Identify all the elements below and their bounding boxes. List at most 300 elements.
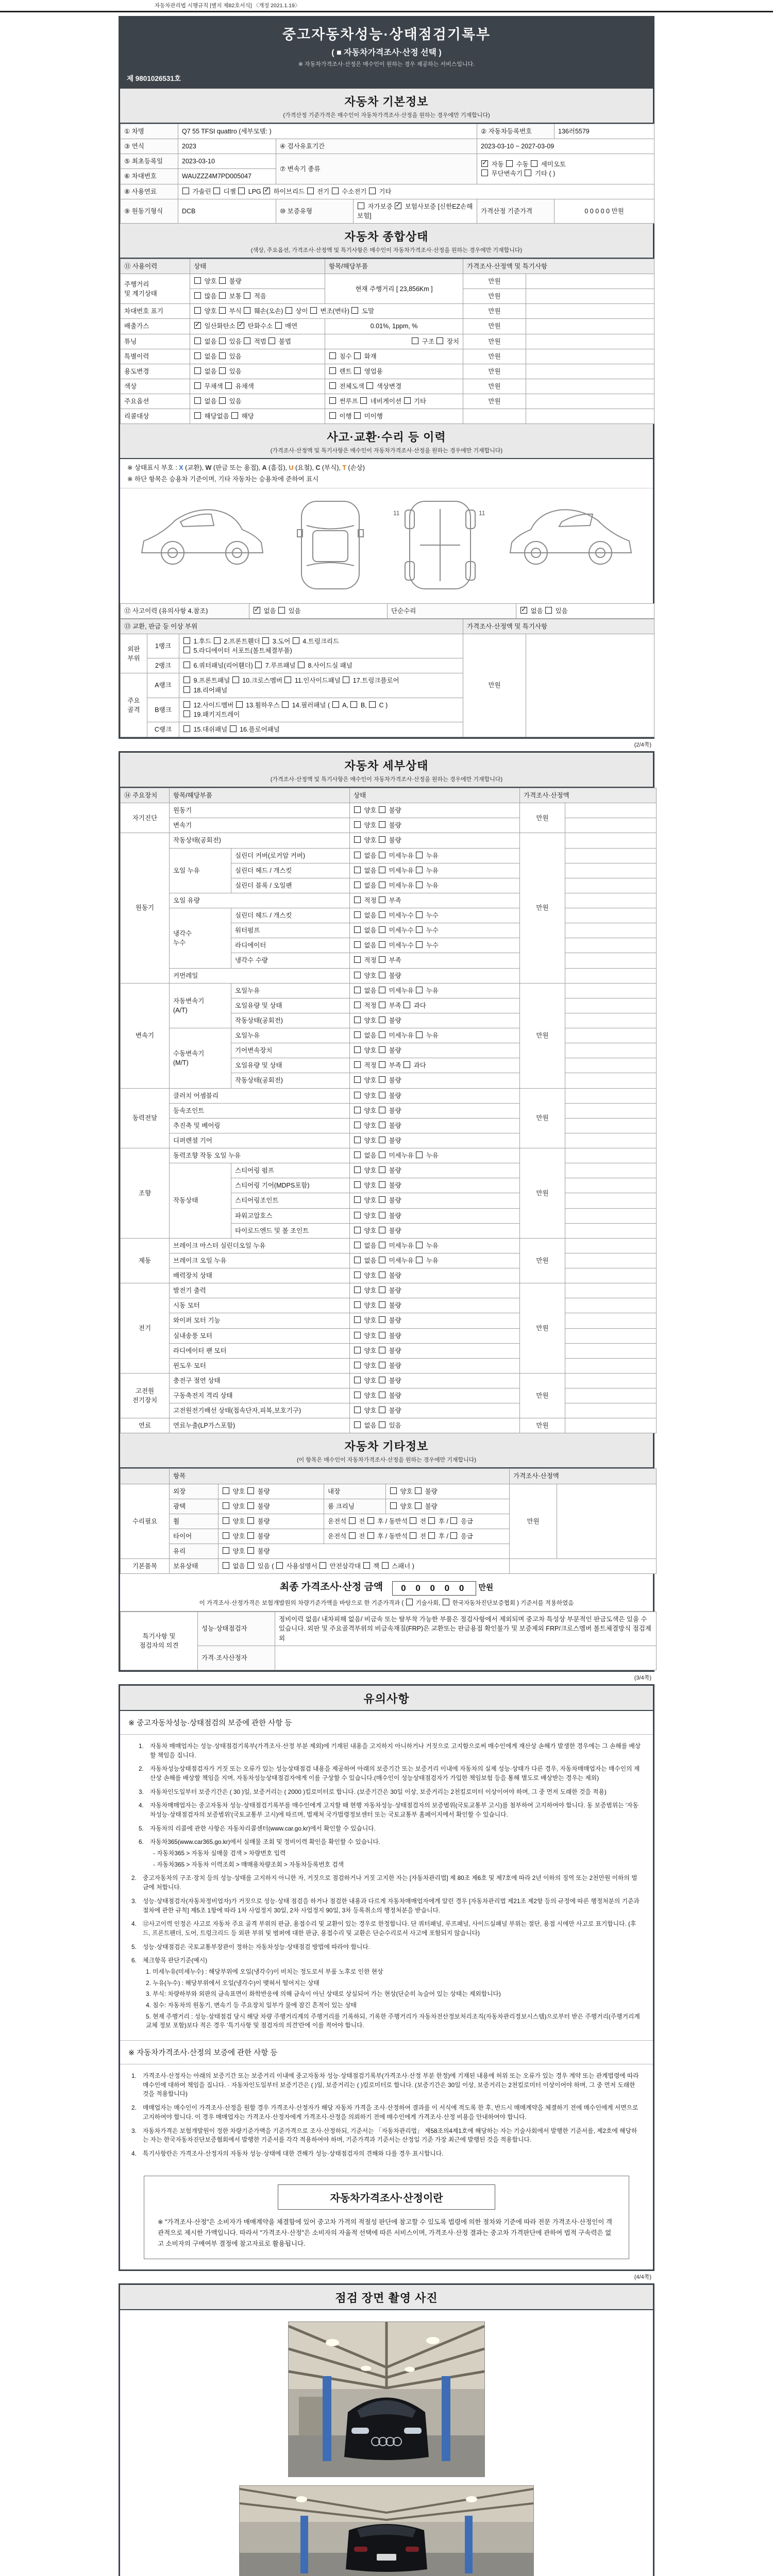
- checkbox-unchecked[interactable]: [379, 852, 385, 858]
- cell[interactable]: 양호 불량: [350, 1298, 520, 1313]
- checkbox-unchecked[interactable]: [379, 987, 385, 993]
- checkbox-unchecked[interactable]: [379, 972, 385, 978]
- checkbox-unchecked[interactable]: [354, 852, 361, 858]
- checkbox-unchecked[interactable]: [247, 1547, 254, 1554]
- checkbox-unchecked[interactable]: [275, 322, 282, 329]
- cell[interactable]: 양호 불량: [350, 803, 520, 818]
- checkbox-unchecked[interactable]: [354, 1031, 361, 1038]
- cell[interactable]: 적정 부족 과다: [350, 1058, 520, 1073]
- checkbox-unchecked[interactable]: [379, 1316, 385, 1323]
- cell[interactable]: 이행 미이행: [325, 409, 463, 424]
- checkbox-unchecked[interactable]: [354, 1377, 361, 1383]
- checkbox-unchecked[interactable]: [379, 941, 385, 948]
- cell[interactable]: 양호 불량: [350, 1373, 520, 1388]
- cell[interactable]: 양호 불량: [219, 1484, 324, 1499]
- checkbox-unchecked[interactable]: [379, 882, 385, 888]
- checkbox-unchecked[interactable]: [379, 1301, 385, 1308]
- checkbox-unchecked[interactable]: [354, 1166, 361, 1173]
- cell[interactable]: ✓ 없음 있음: [516, 603, 654, 618]
- cell[interactable]: 없음 있음 ( 사용설명서 안전삼각대 잭 스패너 ): [219, 1559, 510, 1574]
- cell[interactable]: 양호 불량: [190, 274, 325, 289]
- checkbox-unchecked[interactable]: [379, 1016, 385, 1023]
- cell[interactable]: 없음 미세누유 누유: [350, 1253, 520, 1268]
- inspection-photo-rear: [239, 2485, 534, 2576]
- checkbox-unchecked[interactable]: [382, 1562, 389, 1569]
- cell[interactable]: 없음 있음: [190, 394, 325, 409]
- cell[interactable]: 해당없음 해당: [190, 409, 325, 424]
- cell[interactable]: 양호 불량: [350, 1388, 520, 1403]
- checkbox-unchecked[interactable]: [379, 1212, 385, 1218]
- checkbox-unchecked[interactable]: [436, 337, 443, 344]
- checkbox-unchecked[interactable]: [182, 188, 189, 194]
- checkbox-unchecked[interactable]: [223, 1532, 229, 1539]
- checkbox-unchecked[interactable]: [354, 1227, 361, 1233]
- cell: 변속기: [121, 983, 170, 1088]
- checkbox-unchecked[interactable]: [379, 1122, 385, 1128]
- checkbox-unchecked[interactable]: [284, 676, 291, 683]
- checkbox-unchecked[interactable]: [213, 188, 220, 194]
- cell: 오일유량 및 상태: [231, 1058, 350, 1073]
- cell[interactable]: 운전석 전 후 / 동반석 전 후 / 응급: [324, 1529, 510, 1544]
- checkbox-unchecked[interactable]: [379, 806, 385, 813]
- checkbox-unchecked[interactable]: [506, 160, 513, 167]
- checkbox-unchecked[interactable]: [351, 307, 358, 314]
- checkbox-checked[interactable]: [481, 160, 488, 167]
- notice-item: 3. 성능·상태점검자(자동차정비업자)가 거짓으로 성능·상태 점검을 하거나 점검한 내용과 다르게 자동차매매업자에게 알린 경우 [자동차관리법 제21조 제2항 등의 규정에 따른 행정처분의 기준과 절차에 관한 규칙] 제5조 1항에 따라 1차 사업정지 30일, 2차 사업정지 90일, 3차 등록취소의 행정처분을 받습니다.: [131, 1897, 640, 1914]
- cell[interactable]: 양호 불량: [350, 818, 520, 833]
- checkbox-unchecked[interactable]: [230, 725, 237, 732]
- checkbox-unchecked[interactable]: [329, 397, 336, 404]
- checkbox-unchecked[interactable]: [354, 882, 361, 888]
- checkbox-unchecked[interactable]: [354, 821, 361, 828]
- cell[interactable]: 없음 있음 적법 불법: [190, 334, 325, 349]
- checkbox-unchecked[interactable]: [354, 1061, 361, 1068]
- checkbox-unchecked[interactable]: [443, 1599, 449, 1605]
- checkbox-unchecked[interactable]: [379, 1151, 385, 1158]
- checkbox-unchecked[interactable]: [416, 867, 423, 873]
- cell[interactable]: 썬루프 네비게이션 기타: [325, 394, 463, 409]
- cell[interactable]: 양호 불량: [350, 1223, 520, 1238]
- cell[interactable]: 양호 불량: [219, 1544, 510, 1559]
- checkbox-unchecked[interactable]: [354, 1242, 361, 1248]
- cell[interactable]: 없음 미세누수 누수: [350, 908, 520, 923]
- checkbox-unchecked[interactable]: [354, 956, 361, 963]
- checkbox-unchecked[interactable]: [354, 1272, 361, 1278]
- checkbox-unchecked[interactable]: [349, 1532, 356, 1539]
- checkbox-unchecked[interactable]: [354, 941, 361, 948]
- checkbox-unchecked[interactable]: [404, 397, 411, 404]
- checkbox-unchecked[interactable]: [247, 1562, 254, 1569]
- checkbox-unchecked[interactable]: [416, 1031, 423, 1038]
- checkbox-unchecked[interactable]: [354, 1107, 361, 1113]
- cell[interactable]: 없음 미세누수 누수: [350, 923, 520, 938]
- checkbox-unchecked[interactable]: [183, 676, 190, 683]
- cell[interactable]: 적정 부족: [350, 953, 520, 968]
- cell[interactable]: 없음 미세누유 누유: [350, 1238, 520, 1253]
- cell[interactable]: 없음 미세누유 누유: [350, 863, 520, 878]
- checkbox-unchecked[interactable]: [416, 926, 423, 933]
- checkbox-unchecked[interactable]: [354, 1406, 361, 1413]
- cell[interactable]: 침수 화재: [325, 349, 463, 364]
- checkbox-unchecked[interactable]: [354, 836, 361, 843]
- checkbox-unchecked[interactable]: [379, 1392, 385, 1398]
- checkbox-unchecked[interactable]: [367, 1517, 374, 1524]
- checkbox-unchecked[interactable]: [379, 896, 385, 903]
- checkbox-unchecked[interactable]: [416, 1151, 423, 1158]
- cell: [565, 1418, 657, 1433]
- checkbox-unchecked[interactable]: [354, 1421, 361, 1428]
- cell[interactable]: 1.후드 2.프론트휀더 3.도어 4.트렁크리드 5.라디에이터 서포트(볼트체결부품): [179, 634, 463, 658]
- checkbox-unchecked[interactable]: [379, 1031, 385, 1038]
- cell[interactable]: 가솔린 디젤 LPG ✓ 하이브리드 전기 수소전기 기타: [178, 184, 654, 199]
- cell[interactable]: 양호 불량: [350, 1313, 520, 1328]
- checkbox-unchecked[interactable]: [360, 397, 367, 404]
- checkbox-unchecked[interactable]: [183, 662, 190, 668]
- checkbox-unchecked[interactable]: [525, 170, 531, 176]
- cell[interactable]: 양호 불량: [350, 1193, 520, 1208]
- checkbox-unchecked[interactable]: [219, 292, 226, 299]
- checkbox-unchecked[interactable]: [450, 1517, 457, 1524]
- checkbox-unchecked[interactable]: [379, 956, 385, 963]
- cell[interactable]: 없음 미세누유 누유: [350, 1028, 520, 1043]
- checkbox-unchecked[interactable]: [262, 637, 269, 644]
- checkbox-unchecked[interactable]: [255, 662, 262, 668]
- checkbox-unchecked[interactable]: [354, 1076, 361, 1083]
- checkbox-unchecked[interactable]: [379, 836, 385, 843]
- checkbox-unchecked[interactable]: [276, 1562, 283, 1569]
- checkbox-unchecked[interactable]: [416, 941, 423, 948]
- checkbox-unchecked[interactable]: [416, 882, 423, 888]
- cell[interactable]: 양호 불량: [350, 1073, 520, 1088]
- checkbox-unchecked[interactable]: [298, 662, 305, 668]
- checkbox-unchecked[interactable]: [545, 607, 552, 614]
- checkbox-unchecked[interactable]: [223, 1547, 229, 1554]
- cell: 용도변경: [121, 364, 190, 379]
- checkbox-unchecked[interactable]: [244, 292, 250, 299]
- checkbox-unchecked[interactable]: [416, 1242, 423, 1248]
- checkbox-unchecked[interactable]: [183, 710, 190, 717]
- cell[interactable]: 양호 불량: [350, 1268, 520, 1283]
- checkbox-unchecked[interactable]: [416, 1257, 423, 1263]
- checkbox-checked[interactable]: [395, 202, 401, 209]
- cell[interactable]: 자가보증 ✓ 보험사보증 [신한EZ손해보험]: [354, 199, 477, 223]
- cell[interactable]: 양호 불량: [219, 1514, 324, 1529]
- cell[interactable]: 많음 보통 적음: [190, 289, 325, 304]
- cell[interactable]: 양호 불량: [386, 1484, 510, 1499]
- cell[interactable]: 양호 불량: [350, 1358, 520, 1373]
- checkbox-unchecked[interactable]: [354, 911, 361, 918]
- checkbox-unchecked[interactable]: [194, 382, 201, 389]
- checkbox-unchecked[interactable]: [379, 1046, 385, 1053]
- checkbox-unchecked[interactable]: [379, 1332, 385, 1338]
- checkbox-unchecked[interactable]: [428, 1532, 435, 1539]
- checkbox-unchecked[interactable]: [219, 367, 226, 374]
- checkbox-unchecked[interactable]: [379, 1002, 385, 1008]
- checkbox-unchecked[interactable]: [231, 412, 238, 419]
- checkbox-unchecked[interactable]: [415, 1487, 422, 1494]
- checkbox-checked[interactable]: [520, 607, 527, 614]
- checkbox-unchecked[interactable]: [379, 867, 385, 873]
- checkbox-unchecked[interactable]: [354, 1137, 361, 1143]
- checkbox-unchecked[interactable]: [379, 1061, 385, 1068]
- checkbox-unchecked[interactable]: [354, 972, 361, 978]
- checkbox-unchecked[interactable]: [349, 1517, 356, 1524]
- checkbox-unchecked[interactable]: [354, 1092, 361, 1098]
- checkbox-unchecked[interactable]: [410, 1532, 416, 1539]
- cell[interactable]: 무채색 유채색: [190, 379, 325, 394]
- checkbox-unchecked[interactable]: [219, 307, 226, 314]
- cell[interactable]: 9.프론트패널 10.크로스멤버 11.인사이드패널 17.트렁크플로어 18.리어패널: [179, 673, 463, 698]
- checkbox-unchecked[interactable]: [183, 725, 190, 732]
- checkbox-unchecked[interactable]: [354, 1046, 361, 1053]
- checkbox-unchecked[interactable]: [354, 1002, 361, 1008]
- checkbox-unchecked[interactable]: [369, 188, 376, 194]
- cell: 휠: [170, 1514, 219, 1529]
- checkbox-unchecked[interactable]: [183, 637, 190, 644]
- checkbox-unchecked[interactable]: [310, 307, 317, 314]
- checkbox-unchecked[interactable]: [366, 382, 373, 389]
- cell[interactable]: 양호 불량: [350, 1403, 520, 1418]
- checkbox-unchecked[interactable]: [194, 412, 201, 419]
- table-row: [121, 1268, 657, 1283]
- checkbox-unchecked[interactable]: [354, 1212, 361, 1218]
- cell[interactable]: 없음 미세누유 누유: [350, 983, 520, 998]
- cell[interactable]: 양호 불량: [350, 1088, 520, 1103]
- checkbox-unchecked[interactable]: [194, 397, 201, 404]
- checkbox-unchecked[interactable]: [219, 397, 226, 404]
- checkbox-unchecked[interactable]: [223, 1517, 229, 1524]
- cell[interactable]: 양호 불량: [350, 1328, 520, 1343]
- checkbox-unchecked[interactable]: [350, 701, 357, 708]
- checkbox-unchecked[interactable]: [404, 1061, 410, 1068]
- checkbox-unchecked[interactable]: [379, 911, 385, 918]
- cell[interactable]: 없음 미세누유 누유: [350, 1148, 520, 1163]
- checkbox-unchecked[interactable]: [379, 1272, 385, 1278]
- checkbox-unchecked[interactable]: [236, 701, 243, 708]
- checkbox-unchecked[interactable]: [379, 1286, 385, 1293]
- cell[interactable]: 적정 부족 과다: [350, 998, 520, 1013]
- checkbox-unchecked[interactable]: [219, 352, 226, 359]
- checkbox-checked[interactable]: [194, 322, 201, 329]
- cell: 만원: [463, 379, 526, 394]
- cell[interactable]: 양호 불량: [350, 1178, 520, 1193]
- checkbox-checked[interactable]: [254, 607, 260, 614]
- checkbox-unchecked[interactable]: [354, 367, 361, 374]
- checkbox-unchecked[interactable]: [412, 337, 418, 344]
- cell[interactable]: 양호 불량: [350, 1208, 520, 1223]
- checkbox-unchecked[interactable]: [329, 382, 336, 389]
- checkbox-unchecked[interactable]: [354, 806, 361, 813]
- checkbox-unchecked[interactable]: [410, 1517, 416, 1524]
- checkbox-unchecked[interactable]: [194, 337, 201, 344]
- checkbox-unchecked[interactable]: [183, 701, 190, 708]
- checkbox-unchecked[interactable]: [379, 1242, 385, 1248]
- cell[interactable]: 렌트 영업용: [325, 364, 463, 379]
- checkbox-unchecked[interactable]: [379, 926, 385, 933]
- checkbox-unchecked[interactable]: [379, 1166, 385, 1173]
- checkbox-unchecked[interactable]: [354, 867, 361, 873]
- checkbox-unchecked[interactable]: [285, 307, 292, 314]
- checkbox-unchecked[interactable]: [354, 1257, 361, 1263]
- cell[interactable]: 구조 장치: [325, 334, 463, 349]
- checkbox-unchecked[interactable]: [244, 307, 250, 314]
- checkbox-unchecked[interactable]: [329, 352, 336, 359]
- checkbox-unchecked[interactable]: [363, 1562, 370, 1569]
- checkbox-unchecked[interactable]: [247, 1532, 254, 1539]
- checkbox-unchecked[interactable]: [194, 352, 201, 359]
- checkbox-unchecked[interactable]: [329, 412, 336, 419]
- cell[interactable]: 적정 부족: [350, 893, 520, 908]
- checkbox-unchecked[interactable]: [219, 277, 226, 284]
- checkbox-unchecked[interactable]: [379, 1257, 385, 1263]
- cell[interactable]: 양호 불량: [219, 1529, 324, 1544]
- checkbox-unchecked[interactable]: [354, 987, 361, 993]
- checkbox-unchecked[interactable]: [415, 1502, 422, 1509]
- checkbox-unchecked[interactable]: [354, 1196, 361, 1203]
- checkbox-unchecked[interactable]: [219, 337, 226, 344]
- cell[interactable]: 운전석 전 후 / 동반석 전 후 / 응급: [324, 1514, 510, 1529]
- checkbox-unchecked[interactable]: [354, 1301, 361, 1308]
- cell[interactable]: 15.대쉬패널 16.플로어패널: [179, 722, 463, 737]
- cell[interactable]: ✓ 없음 있음: [249, 603, 388, 618]
- checkbox-unchecked[interactable]: [354, 1347, 361, 1353]
- checkbox-unchecked[interactable]: [354, 1362, 361, 1368]
- cell[interactable]: ✓ 일산화탄소 ✓ 탄화수소 매연: [190, 319, 325, 334]
- checkbox-unchecked[interactable]: [354, 1181, 361, 1188]
- cell[interactable]: 양호 불량: [350, 1013, 520, 1028]
- checkbox-unchecked[interactable]: [223, 1487, 229, 1494]
- cell[interactable]: 없음 있음: [190, 364, 325, 379]
- checkbox-unchecked[interactable]: [531, 160, 537, 167]
- checkbox-unchecked[interactable]: [406, 1599, 413, 1605]
- checkbox-unchecked[interactable]: [379, 1137, 385, 1143]
- checkbox-unchecked[interactable]: [416, 987, 423, 993]
- checkbox-unchecked[interactable]: [238, 188, 245, 194]
- checkbox-unchecked[interactable]: [247, 1502, 254, 1509]
- checkbox-unchecked[interactable]: [379, 1421, 385, 1428]
- checkbox-unchecked[interactable]: [354, 1122, 361, 1128]
- checkbox-unchecked[interactable]: [379, 1377, 385, 1383]
- checkbox-unchecked[interactable]: [369, 701, 376, 708]
- cell[interactable]: 양호 불량: [350, 1118, 520, 1133]
- checkbox-unchecked[interactable]: [354, 1286, 361, 1293]
- cell[interactable]: 양호 불량: [350, 968, 520, 983]
- checkbox-unchecked[interactable]: [194, 307, 201, 314]
- checkbox-unchecked[interactable]: [416, 911, 423, 918]
- checkbox-unchecked[interactable]: [354, 1332, 361, 1338]
- cell[interactable]: 양호 불량: [350, 1043, 520, 1058]
- checkbox-unchecked[interactable]: [379, 1076, 385, 1083]
- cell[interactable]: 6.쿼터패널(리어휀더) 7.루프패널 8.사이드실 패널: [179, 658, 463, 673]
- checkbox-unchecked[interactable]: [194, 367, 201, 374]
- cell[interactable]: 전체도색 색상변경: [325, 379, 463, 394]
- checkbox-unchecked[interactable]: [247, 1487, 254, 1494]
- checkbox-unchecked[interactable]: [379, 1196, 385, 1203]
- checkbox-unchecked[interactable]: [293, 637, 299, 644]
- checkbox-unchecked[interactable]: [379, 1181, 385, 1188]
- cell[interactable]: 양호 불량: [350, 1283, 520, 1298]
- checkbox-unchecked[interactable]: [379, 1406, 385, 1413]
- checkbox-unchecked[interactable]: [379, 821, 385, 828]
- checkbox-unchecked[interactable]: [379, 1227, 385, 1233]
- cell[interactable]: 양호 불량: [350, 1343, 520, 1358]
- checkbox-unchecked[interactable]: [358, 202, 364, 209]
- checkbox-unchecked[interactable]: [354, 412, 361, 419]
- cell[interactable]: 없음 미세누유 누유: [350, 878, 520, 893]
- checkbox-unchecked[interactable]: [416, 852, 423, 858]
- checkbox-unchecked[interactable]: [268, 337, 275, 344]
- checkbox-unchecked[interactable]: [450, 1532, 457, 1539]
- checkbox-unchecked[interactable]: [354, 926, 361, 933]
- checkbox-unchecked[interactable]: [320, 1562, 326, 1569]
- checkbox-unchecked[interactable]: [379, 1107, 385, 1113]
- checkbox-unchecked[interactable]: [307, 188, 314, 194]
- checkbox-unchecked[interactable]: [282, 701, 289, 708]
- checkbox-unchecked[interactable]: [390, 1502, 397, 1509]
- cell[interactable]: 양호 부식 훼손(오손) 상이 변조(변타) 도말: [190, 304, 463, 319]
- checkbox-unchecked[interactable]: [329, 367, 336, 374]
- cell[interactable]: 양호 불량: [386, 1499, 510, 1514]
- checkbox-unchecked[interactable]: [379, 1347, 385, 1353]
- checkbox-unchecked[interactable]: [244, 337, 250, 344]
- checkbox-unchecked[interactable]: [194, 277, 201, 284]
- cell[interactable]: 12.사이드멤버 13.휠하우스 14.필러패널 ( A, B, C ) 19.패키지트레이: [179, 698, 463, 722]
- checkbox-unchecked[interactable]: [332, 701, 339, 708]
- checkbox-unchecked[interactable]: [367, 1532, 374, 1539]
- checkbox-unchecked[interactable]: [354, 1392, 361, 1398]
- checkbox-unchecked[interactable]: [354, 896, 361, 903]
- cell[interactable]: 양호 불량: [350, 1133, 520, 1148]
- checkbox-unchecked[interactable]: [379, 1362, 385, 1368]
- cell[interactable]: ✓ 자동 수동 세미오토 무단변속기 기타 ( ): [477, 154, 654, 184]
- checkbox-unchecked[interactable]: [428, 1517, 435, 1524]
- checkbox-unchecked[interactable]: [223, 1562, 229, 1569]
- checkbox-unchecked[interactable]: [390, 1487, 397, 1494]
- checkbox-unchecked[interactable]: [232, 676, 239, 683]
- checkbox-unchecked[interactable]: [481, 170, 488, 176]
- cell[interactable]: 없음 있음: [350, 1418, 520, 1433]
- cell: 조향: [121, 1148, 170, 1239]
- checkbox-unchecked[interactable]: [354, 352, 361, 359]
- checkbox-checked[interactable]: [238, 322, 244, 329]
- cell: [526, 379, 654, 394]
- cell[interactable]: 양호 불량: [350, 833, 520, 848]
- checkbox-unchecked[interactable]: [223, 1502, 229, 1509]
- checkbox-unchecked[interactable]: [354, 1016, 361, 1023]
- cell[interactable]: 없음 미세누수 누수: [350, 938, 520, 953]
- checkbox-unchecked[interactable]: [225, 382, 232, 389]
- checkbox-unchecked[interactable]: [214, 637, 221, 644]
- cell[interactable]: 없음 있음: [190, 349, 325, 364]
- cell[interactable]: 없음 미세누유 누유: [350, 848, 520, 863]
- checkbox-unchecked[interactable]: [379, 1092, 385, 1098]
- checkbox-unchecked[interactable]: [332, 188, 339, 194]
- checkbox-unchecked[interactable]: [183, 647, 190, 653]
- checkbox-unchecked[interactable]: [354, 1316, 361, 1323]
- cell[interactable]: 양호 불량: [350, 1103, 520, 1118]
- checkbox-unchecked[interactable]: [404, 1002, 410, 1008]
- cell[interactable]: 양호 불량: [350, 1163, 520, 1178]
- checkbox-checked[interactable]: [263, 188, 270, 194]
- cell[interactable]: 양호 불량: [219, 1499, 324, 1514]
- cell: 차대번호 표기: [121, 304, 190, 319]
- checkbox-unchecked[interactable]: [354, 1151, 361, 1158]
- checkbox-unchecked[interactable]: [278, 607, 285, 614]
- checkbox-unchecked[interactable]: [183, 686, 190, 693]
- checkbox-unchecked[interactable]: [194, 292, 201, 299]
- checkbox-unchecked[interactable]: [247, 1517, 254, 1524]
- checkbox-unchecked[interactable]: [343, 676, 349, 683]
